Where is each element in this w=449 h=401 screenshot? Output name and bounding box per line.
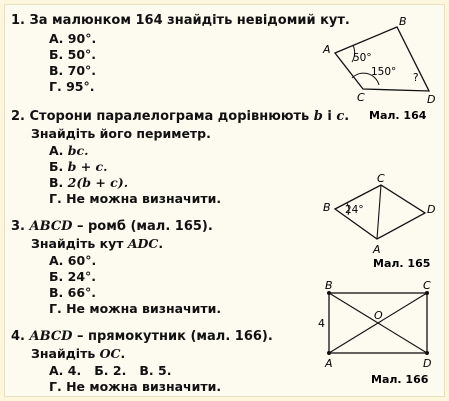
question-4-text: – прямокутник (мал. 166). [72, 329, 273, 344]
abcd-label: ABCD [29, 329, 73, 344]
fig164-angle-a-label: 50° [353, 52, 372, 64]
option-value: bc. [67, 143, 89, 158]
q3-option-c[interactable] [49, 285, 96, 300]
figure-166 [317, 279, 439, 386]
question-4-number: 4. [11, 329, 25, 344]
text-and: і [322, 109, 337, 124]
question-2 [11, 109, 349, 125]
option-value: Не можна визначити. [66, 191, 222, 206]
fig165-vertex-c: C [377, 172, 385, 185]
fig166-vertex-b: B [325, 279, 333, 292]
q2-option-a[interactable] [49, 143, 89, 158]
fig165-vertex-b: B [323, 201, 331, 214]
fig164-angle-c-label: 150° [371, 66, 397, 78]
q3-option-d[interactable] [49, 301, 221, 316]
option-letter: Б. [49, 47, 64, 62]
option-value: 2(b + c). [67, 175, 129, 190]
fig166-point-a [327, 351, 331, 355]
q1-option-c[interactable] [49, 63, 96, 78]
fig164-vertex-a: A [323, 43, 331, 56]
option-letter: А. [49, 143, 64, 158]
question-4-line2 [31, 346, 125, 361]
option-value: 66°. [67, 285, 97, 300]
q1-option-a[interactable] [49, 31, 96, 46]
fig164-unknown-label: ? [413, 72, 419, 84]
option-value: Не можна визначити. [66, 301, 222, 316]
q4-options-inline[interactable]: А. 4. Б. 2. В. 5. [49, 363, 172, 378]
option-value: 50°. [67, 47, 97, 62]
fig166-point-d [425, 351, 429, 355]
option-letter: В. [49, 175, 64, 190]
option-value: b + c. [67, 159, 108, 174]
line2-end: . [120, 346, 126, 361]
question-1-number: 1. [11, 13, 25, 28]
fig165-angle-label: 24° [345, 204, 364, 216]
abcd-label: ABCD [29, 219, 73, 234]
option-letter: В. [49, 63, 64, 78]
question-3-line2 [31, 236, 163, 251]
option-letter: Б. [49, 159, 64, 174]
option-value: 90°. [67, 31, 97, 46]
fig164-caption: Мал. 164 [369, 109, 427, 122]
option-value: 95°. [66, 79, 95, 94]
option-letter: Г. [49, 301, 62, 316]
option-value: 24°. [67, 269, 97, 284]
fig166-vertex-a: A [325, 357, 333, 370]
question-3-text: – ромб (мал. 165). [72, 219, 213, 234]
fig166-caption: Мал. 166 [371, 373, 429, 386]
angle-var: ADC [127, 236, 159, 251]
question-4 [11, 329, 273, 345]
line2-text: Знайдіть [31, 346, 100, 361]
fig165-caption: Мал. 165 [373, 257, 431, 270]
fig164-vertex-d: D [427, 93, 436, 106]
fig166-vertex-d: D [423, 357, 432, 370]
question-2-text: Сторони паралелограма дорівнюють [29, 109, 314, 124]
option-letter: А. [49, 253, 64, 268]
figure-164 [319, 15, 439, 122]
q1-option-d[interactable] [49, 79, 94, 94]
option-value: 60°. [67, 253, 97, 268]
q4-option-d[interactable] [49, 379, 221, 394]
question-2-number: 2. [11, 109, 25, 124]
option-letter: Г. [49, 191, 62, 206]
option-letter: В. [49, 285, 64, 300]
option-letter: Б. [49, 269, 64, 284]
figure-165 [317, 172, 437, 270]
question-3 [11, 219, 213, 235]
fig165-vertex-d: D [427, 203, 436, 216]
textbook-page [4, 4, 445, 397]
segment-var: OC [99, 346, 121, 361]
text-end: . [344, 109, 350, 124]
question-1 [11, 13, 350, 29]
q2-option-b[interactable] [49, 159, 108, 174]
option-letter: Г. [49, 379, 62, 394]
var-b: b [313, 109, 323, 124]
q3-option-a[interactable] [49, 253, 96, 268]
fig165-diagonal [377, 185, 381, 239]
option-value: 70°. [67, 63, 97, 78]
fig166-center-o: O [374, 309, 383, 322]
q3-option-b[interactable] [49, 269, 96, 284]
fig164-vertex-b: B [399, 15, 407, 28]
question-1-text: За малюнком 164 знайдіть невідомий кут. [29, 13, 350, 28]
option-letter: Г. [49, 79, 62, 94]
var-c: c [336, 109, 345, 124]
line2-text: Знайдіть кут [31, 236, 128, 251]
question-3-number: 3. [11, 219, 25, 234]
fig164-vertex-c: C [357, 91, 365, 104]
fig166-side-label: 4 [318, 317, 325, 330]
option-value: Не можна визначити. [66, 379, 222, 394]
question-2-line2: Знайдіть його периметр. [31, 126, 211, 141]
q2-option-d[interactable] [49, 191, 221, 206]
fig166-vertex-c: C [423, 279, 431, 292]
line2-end: . [158, 236, 164, 251]
q2-option-c[interactable] [49, 175, 128, 190]
fig165-vertex-a: A [373, 243, 381, 256]
q1-option-b[interactable] [49, 47, 96, 62]
option-letter: А. [49, 31, 64, 46]
